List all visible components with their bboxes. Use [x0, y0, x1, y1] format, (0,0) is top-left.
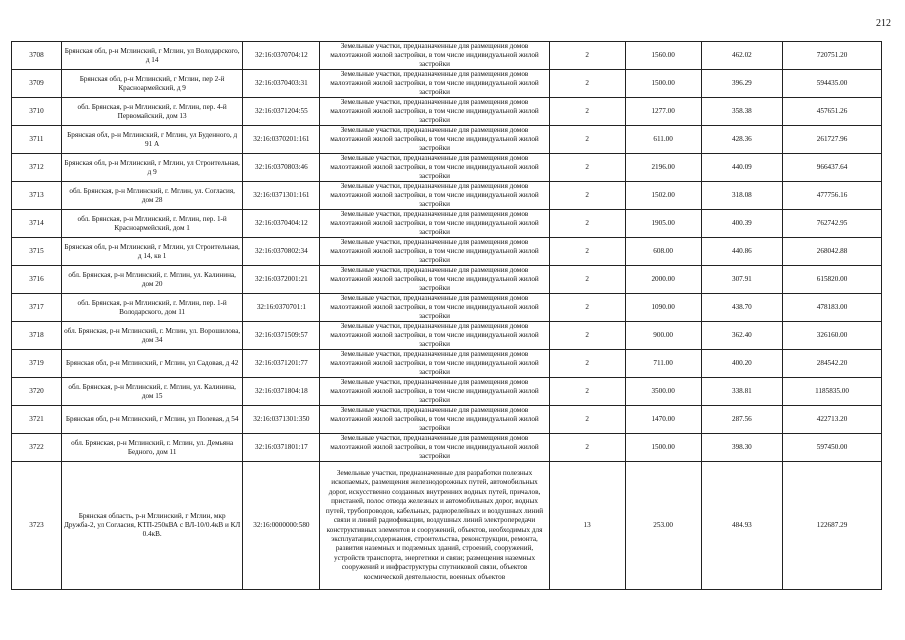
cadastral-value-cell: 261727.96	[783, 126, 882, 154]
area-cell: 1502.00	[625, 182, 701, 210]
land-purpose-cell: Земельные участки, предназначенные для размещения домов малоэтажной жилой застройки, в том числе индивидуальной жилой застройки	[320, 182, 549, 210]
area-cell: 1905.00	[625, 210, 701, 238]
page-number: 212	[876, 18, 891, 29]
group-number-cell: 2	[549, 434, 625, 462]
cadastral-number-cell: 32:16:0371804:18	[243, 378, 320, 406]
specific-value-cell: 400.39	[701, 210, 782, 238]
specific-value-cell: 358.38	[701, 98, 782, 126]
specific-value-cell: 428.36	[701, 126, 782, 154]
table-row	[12, 266, 882, 294]
table-row	[12, 462, 882, 590]
specific-value-cell: 307.91	[701, 266, 782, 294]
address-cell: Брянская обл, р-н Мглинский, г Мглин, ул Буденного, д 91 А	[61, 126, 242, 154]
cadastral-value-cell: 457651.26	[783, 98, 882, 126]
cadastral-number-cell: 32:16:0371201:77	[243, 350, 320, 378]
table-row	[12, 154, 882, 182]
land-purpose-cell: Земельные участки, предназначенные для размещения домов малоэтажной жилой застройки, в том числе индивидуальной жилой застройки	[320, 378, 549, 406]
cadastral-number-cell: 32:16:0370701:1	[243, 294, 320, 322]
specific-value-cell: 287.56	[701, 406, 782, 434]
cadastral-number-cell: 32:16:0370802:34	[243, 238, 320, 266]
row-number: 3708	[12, 42, 62, 70]
specific-value-cell: 338.81	[701, 378, 782, 406]
address-cell: обл. Брянская, р-н Мглинский, г. Мглин, пер. 1-й Володарского, дом 11	[61, 294, 242, 322]
land-purpose-cell: Земельные участки, предназначенные для размещения домов малоэтажной жилой застройки, в том числе индивидуальной жилой застройки	[320, 322, 549, 350]
group-number-cell: 2	[549, 182, 625, 210]
cadastral-value-cell: 966437.64	[783, 154, 882, 182]
cadastral-number-cell: 32:16:0371509:57	[243, 322, 320, 350]
area-cell: 608.00	[625, 238, 701, 266]
address-cell: обл. Брянская, р-н Мглинский, г. Мглин, ул. Согласия, дом 28	[61, 182, 242, 210]
cadastral-value-cell: 268042.88	[783, 238, 882, 266]
area-cell: 1500.00	[625, 434, 701, 462]
table-row	[12, 322, 882, 350]
group-number-cell: 2	[549, 210, 625, 238]
land-purpose-cell: Земельные участки, предназначенные для размещения домов малоэтажной жилой застройки, в том числе индивидуальной жилой застройки	[320, 294, 549, 322]
land-purpose-cell: Земельные участки, предназначенные для разработки полезных ископаемых, размещения железнодорожных путей, автомобильных дорог, искусственно созданных внутренних водных путей, причалов, пристаней, полос отвода железных и автомобильных дорог, водных путей, трубопроводов, кабельных, радиорелейных и воздушных линий связи и линий радиофикации, воздушных линий электропередачи конструктивных элементов и сооружений, объектов, необходимых для эксплуатации,содержания, строительства, реконструкции, ремонта, развития наземных и подземных зданий, строений, сооружений, устройств транспорта, энергетики и связи; размещения наземных сооружений и инфраструктуры спутниковой связи, объектов космической деятельности, военных объектов	[320, 462, 549, 590]
address-cell: обл. Брянская, р-н Мглинский, г. Мглин, ул. Ворошилова, дом 34	[61, 322, 242, 350]
address-cell: обл. Брянская, р-н Мглинский, г. Мглин, ул. Калинина, дом 15	[61, 378, 242, 406]
table-row	[12, 42, 882, 70]
address-cell: Брянская обл, р-н Мглинский, г Мглин, ул Строительная, д 14, кв 1	[61, 238, 242, 266]
land-purpose-cell: Земельные участки, предназначенные для размещения домов малоэтажной жилой застройки, в том числе индивидуальной жилой застройки	[320, 350, 549, 378]
address-cell: Брянская обл, р-н Мглинский, г Мглин, ул Полевая, д 54	[61, 406, 242, 434]
row-number: 3715	[12, 238, 62, 266]
row-number: 3720	[12, 378, 62, 406]
area-cell: 2000.00	[625, 266, 701, 294]
row-number: 3709	[12, 70, 62, 98]
row-number: 3716	[12, 266, 62, 294]
cadastral-value-cell: 720751.20	[783, 42, 882, 70]
address-cell: Брянская обл, р-н Мглинский, г Мглин, ул Садовая, д 42	[61, 350, 242, 378]
cadastral-value-cell: 422713.20	[783, 406, 882, 434]
cadastral-value-cell: 477756.16	[783, 182, 882, 210]
row-number: 3717	[12, 294, 62, 322]
area-cell: 900.00	[625, 322, 701, 350]
land-purpose-cell: Земельные участки, предназначенные для размещения домов малоэтажной жилой застройки, в том числе индивидуальной жилой застройки	[320, 434, 549, 462]
area-cell: 1500.00	[625, 70, 701, 98]
table-row	[12, 98, 882, 126]
cadastral-value-cell: 597450.00	[783, 434, 882, 462]
cadastral-value-table	[11, 41, 882, 590]
group-number-cell: 2	[549, 42, 625, 70]
address-cell: обл. Брянская, р-н Мглинский, г. Мглин, ул. Калинина, дом 20	[61, 266, 242, 294]
specific-value-cell: 440.09	[701, 154, 782, 182]
cadastral-number-cell: 32:16:0371301:161	[243, 182, 320, 210]
table-row	[12, 70, 882, 98]
group-number-cell: 2	[549, 378, 625, 406]
specific-value-cell: 440.86	[701, 238, 782, 266]
cadastral-number-cell: 32:16:0370201:161	[243, 126, 320, 154]
row-number: 3714	[12, 210, 62, 238]
cadastral-number-cell: 32:16:0370404:12	[243, 210, 320, 238]
land-purpose-cell: Земельные участки, предназначенные для размещения домов малоэтажной жилой застройки, в том числе индивидуальной жилой застройки	[320, 266, 549, 294]
area-cell: 253.00	[625, 462, 701, 590]
specific-value-cell: 318.08	[701, 182, 782, 210]
land-purpose-cell: Земельные участки, предназначенные для размещения домов малоэтажной жилой застройки, в том числе индивидуальной жилой застройки	[320, 42, 549, 70]
specific-value-cell: 396.29	[701, 70, 782, 98]
group-number-cell: 13	[549, 462, 625, 590]
group-number-cell: 2	[549, 266, 625, 294]
address-cell: Брянская обл, р-н Мглинский, г Мглин, ул Строительная, д 9	[61, 154, 242, 182]
table-row	[12, 406, 882, 434]
table-row	[12, 182, 882, 210]
cadastral-number-cell: 32:16:0371301:350	[243, 406, 320, 434]
row-number: 3713	[12, 182, 62, 210]
row-number: 3723	[12, 462, 62, 590]
cadastral-number-cell: 32:16:0000000:580	[243, 462, 320, 590]
specific-value-cell: 398.30	[701, 434, 782, 462]
group-number-cell: 2	[549, 126, 625, 154]
cadastral-number-cell: 32:16:0370803:46	[243, 154, 320, 182]
table-row	[12, 350, 882, 378]
cadastral-value-cell: 122687.29	[783, 462, 882, 590]
area-cell: 1090.00	[625, 294, 701, 322]
row-number: 3722	[12, 434, 62, 462]
land-purpose-cell: Земельные участки, предназначенные для размещения домов малоэтажной жилой застройки, в том числе индивидуальной жилой застройки	[320, 210, 549, 238]
table-row	[12, 434, 882, 462]
table-row	[12, 378, 882, 406]
row-number: 3719	[12, 350, 62, 378]
group-number-cell: 2	[549, 406, 625, 434]
area-cell: 1560.00	[625, 42, 701, 70]
cadastral-value-cell: 594435.00	[783, 70, 882, 98]
area-cell: 611.00	[625, 126, 701, 154]
specific-value-cell: 484.93	[701, 462, 782, 590]
group-number-cell: 2	[549, 154, 625, 182]
area-cell: 3500.00	[625, 378, 701, 406]
area-cell: 1277.00	[625, 98, 701, 126]
land-purpose-cell: Земельные участки, предназначенные для размещения домов малоэтажной жилой застройки, в том числе индивидуальной жилой застройки	[320, 154, 549, 182]
cadastral-number-cell: 32:16:0370704:12	[243, 42, 320, 70]
row-number: 3710	[12, 98, 62, 126]
area-cell: 1470.00	[625, 406, 701, 434]
address-cell: Брянская обл, р-н Мглинский, г Мглин, ул Володарского, д 14	[61, 42, 242, 70]
cadastral-number-cell: 32:16:0371204:55	[243, 98, 320, 126]
group-number-cell: 2	[549, 322, 625, 350]
specific-value-cell: 400.20	[701, 350, 782, 378]
group-number-cell: 2	[549, 238, 625, 266]
cadastral-number-cell: 32:16:0371801:17	[243, 434, 320, 462]
land-purpose-cell: Земельные участки, предназначенные для размещения домов малоэтажной жилой застройки, в том числе индивидуальной жилой застройки	[320, 98, 549, 126]
address-cell: обл. Брянская, р-н Мглинский, г. Мглин, пер. 1-й Красноармейский, дом 1	[61, 210, 242, 238]
table-row	[12, 126, 882, 154]
address-cell: обл. Брянская, р-н Мглинский, г. Мглин, пер. 4-й Первомайский, дом 13	[61, 98, 242, 126]
row-number: 3721	[12, 406, 62, 434]
land-purpose-cell: Земельные участки, предназначенные для размещения домов малоэтажной жилой застройки, в том числе индивидуальной жилой застройки	[320, 126, 549, 154]
address-cell: Брянская область, р-н Мглинский, г Мглин, мкр Дружба-2, ул Согласия, КТП-250кВА с ВЛ-10/0.4кВ и КЛ 0.4кВ.	[61, 462, 242, 590]
cadastral-value-cell: 615820.00	[783, 266, 882, 294]
cadastral-value-cell: 762742.95	[783, 210, 882, 238]
group-number-cell: 2	[549, 350, 625, 378]
address-cell: обл. Брянская, р-н Мглинский, г. Мглин, ул. Демьяна Бедного, дом 11	[61, 434, 242, 462]
land-purpose-cell: Земельные участки, предназначенные для размещения домов малоэтажной жилой застройки, в том числе индивидуальной жилой застройки	[320, 238, 549, 266]
row-number: 3712	[12, 154, 62, 182]
cadastral-number-cell: 32:16:0372001:21	[243, 266, 320, 294]
group-number-cell: 2	[549, 70, 625, 98]
table-row	[12, 210, 882, 238]
cadastral-value-cell: 284542.20	[783, 350, 882, 378]
cadastral-value-cell: 326160.00	[783, 322, 882, 350]
land-purpose-cell: Земельные участки, предназначенные для размещения домов малоэтажной жилой застройки, в том числе индивидуальной жилой застройки	[320, 406, 549, 434]
land-purpose-cell: Земельные участки, предназначенные для размещения домов малоэтажной жилой застройки, в том числе индивидуальной жилой застройки	[320, 70, 549, 98]
specific-value-cell: 438.70	[701, 294, 782, 322]
area-cell: 2196.00	[625, 154, 701, 182]
group-number-cell: 2	[549, 294, 625, 322]
row-number: 3711	[12, 126, 62, 154]
cadastral-number-cell: 32:16:0370403:31	[243, 70, 320, 98]
specific-value-cell: 462.02	[701, 42, 782, 70]
row-number: 3718	[12, 322, 62, 350]
area-cell: 711.00	[625, 350, 701, 378]
table-row	[12, 294, 882, 322]
address-cell: Брянская обл, р-н Мглинский, г Мглин, пер 2-й Красноармейский, д 9	[61, 70, 242, 98]
table-row	[12, 238, 882, 266]
table-body	[12, 42, 882, 590]
group-number-cell: 2	[549, 98, 625, 126]
cadastral-value-cell: 1185835.00	[783, 378, 882, 406]
cadastral-value-cell: 478183.00	[783, 294, 882, 322]
specific-value-cell: 362.40	[701, 322, 782, 350]
